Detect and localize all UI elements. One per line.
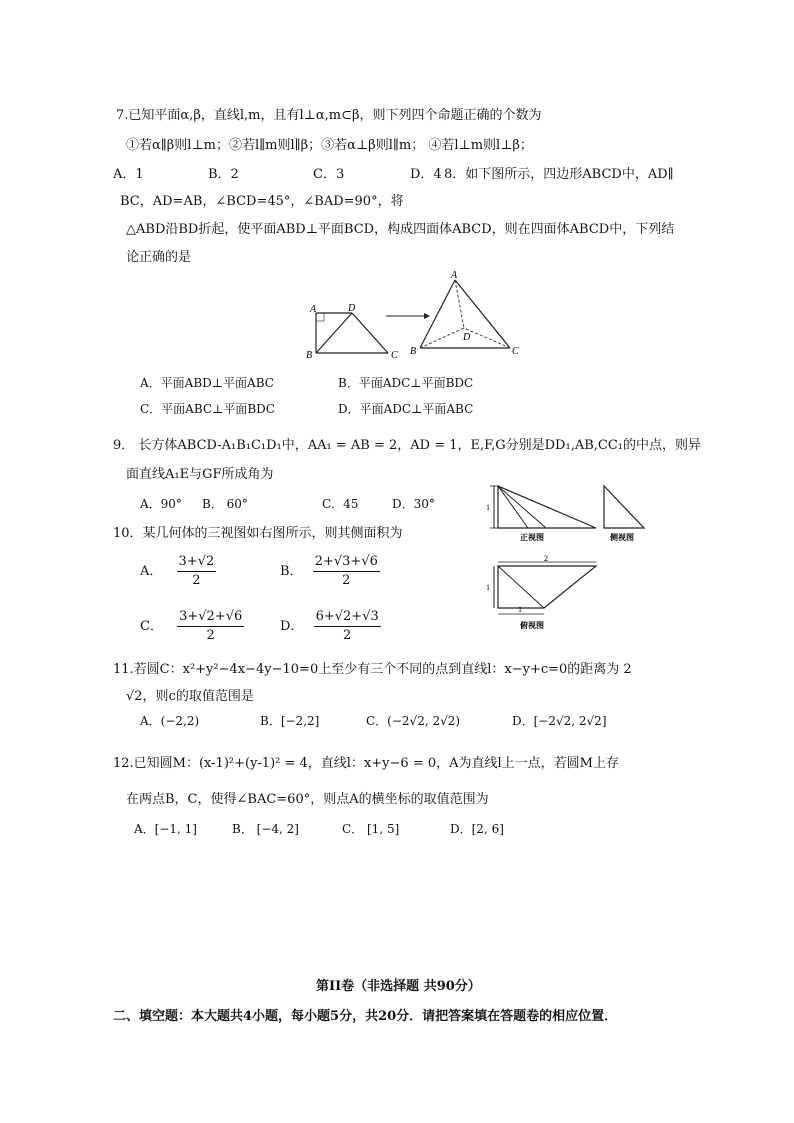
q11-option-b: B．[−2,2] (260, 714, 320, 728)
q12-stem: 12.已知圆M：(x-1)²+(y-1)² = 4，直线l：x+y−6 = 0，A为直线l上一点，若圆M上存 (113, 756, 619, 771)
q10-option-b-num: 2+√3+√6 (313, 553, 380, 572)
top-view-width: 2 (544, 554, 548, 563)
q7-option-a: A．1 (113, 167, 144, 182)
q10-option-c-label: C． (140, 619, 163, 634)
q7-stem: 7.已知平面α,β，直线l,m，且有l⊥α,m⊂β，则下列四个命题正确的个数为 (116, 108, 542, 123)
q10-option-d-num: 6+√2+√3 (314, 608, 381, 627)
q10-option-a-den: 2 (192, 573, 201, 588)
q7-propositions: ①若α∥β则l⊥m；②若l∥m则l∥β；③若α⊥β则l∥m； ④若l⊥m则l⊥β； (126, 138, 533, 153)
q11-line2: √2，则c的取值范围是 (126, 689, 254, 704)
q10-option-a-label: A． (140, 564, 163, 579)
q8-line2: BC，AD=AB，∠BCD=45°，∠BAD=90°，将 (120, 194, 404, 209)
front-view-label: 正视图 (520, 533, 544, 542)
q8-label-b-left: B (306, 350, 313, 361)
q9-line2: 面直线A₁E与GF所成角为 (126, 467, 274, 482)
q9-option-c: C．45 (322, 497, 359, 511)
q10-option-c (140, 608, 244, 645)
q8-intro: 8．如下图所示，四边形ABCD中，AD∥ (444, 167, 674, 182)
q8-label-b-right: B (410, 346, 417, 357)
q10-option-c-num: 3+√2+√6 (177, 608, 244, 627)
part2-section-heading: 二、填空题：本大题共4小题，每小题5分，共20分．请把答案填在答题卷的相应位置． (113, 1009, 618, 1024)
top-view-bottom-width: 1 (518, 605, 522, 614)
q12-option-a: A．[−1, 1] (134, 822, 197, 836)
side-view-label: 侧视图 (610, 533, 634, 542)
front-view-height: 1 (486, 503, 490, 512)
q11-option-c: C．(−2√2, 2√2) (366, 714, 461, 728)
q8-option-b: B．平面ADC⊥平面BDC (338, 376, 474, 390)
q8-line3: △ABD沿BD折起，使平面ABD⊥平面BCD，构成四面体ABCD，则在四面体ABCD中，下列结 (126, 222, 675, 237)
q8-option-a: A．平面ABD⊥平面ABC (140, 376, 274, 390)
q10-option-a-num: 3+√2 (177, 553, 217, 572)
q8-line4: 论正确的是 (126, 250, 192, 265)
q11-stem: 11.若圆C：x²+y²−4x−4y−10=0上至少有三个不同的点到直线l：x−y+c=0的距离为 2 (113, 662, 632, 677)
front-view (486, 486, 596, 542)
q11-option-a: A．(−2,2) (140, 714, 200, 728)
q10-option-b-fraction (313, 553, 380, 590)
q9-option-b: B． 60° (202, 497, 248, 511)
q7-option-c: C．3 (313, 167, 345, 182)
top-view (486, 554, 596, 630)
q7-option-b: B．2 (208, 167, 239, 182)
q12-option-c: C． [1, 5] (342, 822, 400, 836)
q11-option-d: D．[−2√2, 2√2] (512, 714, 607, 728)
q9-option-d: D．30° (392, 497, 435, 511)
side-view (604, 486, 644, 542)
q9-option-a: A．90° (140, 497, 182, 511)
q8-label-a-right: A (451, 270, 458, 281)
q10-option-d (280, 608, 381, 645)
q8-label-c-right: C (512, 346, 519, 357)
q8-label-a-left: A (310, 304, 317, 315)
q10-option-b-label: B． (280, 564, 303, 579)
q12-option-b: B． [−4, 2] (232, 822, 299, 836)
q10-option-d-fraction (314, 608, 381, 645)
q8-figure (300, 268, 540, 364)
q10-option-c-fraction (177, 608, 244, 645)
q7-option-d: D．4 (410, 167, 442, 182)
q8-option-c: C．平面ABC⊥平面BDC (140, 402, 275, 416)
q10-stem: 10．某几何体的三视图如右图所示，则其侧面积为 (113, 526, 403, 541)
q10-option-d-den: 2 (343, 628, 352, 643)
q8-label-c-left: C (391, 350, 398, 361)
q9-stem: 9． 长方体ABCD-A₁B₁C₁D₁中，AA₁ = AB = 2，AD = 1，E,F,G分别是DD₁,AB,CC₁的中点，则异 (113, 438, 702, 453)
q10-option-c-den: 2 (206, 628, 215, 643)
q12-line2: 在两点B，C，使得∠BAC=60°，则点A的横坐标的取值范围为 (126, 792, 489, 807)
part2-title: 第II卷（非选择题 共90分） (316, 979, 481, 994)
q8-option-d: D．平面ADC⊥平面ABC (338, 402, 474, 416)
q8-label-d-right: D (463, 332, 471, 343)
q10-option-b-den: 2 (342, 573, 351, 588)
top-view-label: 俯视图 (520, 621, 544, 630)
q10-option-d-label: D． (280, 619, 304, 634)
q12-option-d: D．[2, 6] (450, 822, 504, 836)
q10-three-views-figure (484, 478, 664, 638)
q8-label-d-left: D (348, 303, 356, 314)
top-view-height: 1 (486, 583, 490, 592)
q10-option-a (140, 553, 216, 590)
q10-option-b (280, 553, 380, 590)
q10-option-a-fraction (177, 553, 217, 590)
